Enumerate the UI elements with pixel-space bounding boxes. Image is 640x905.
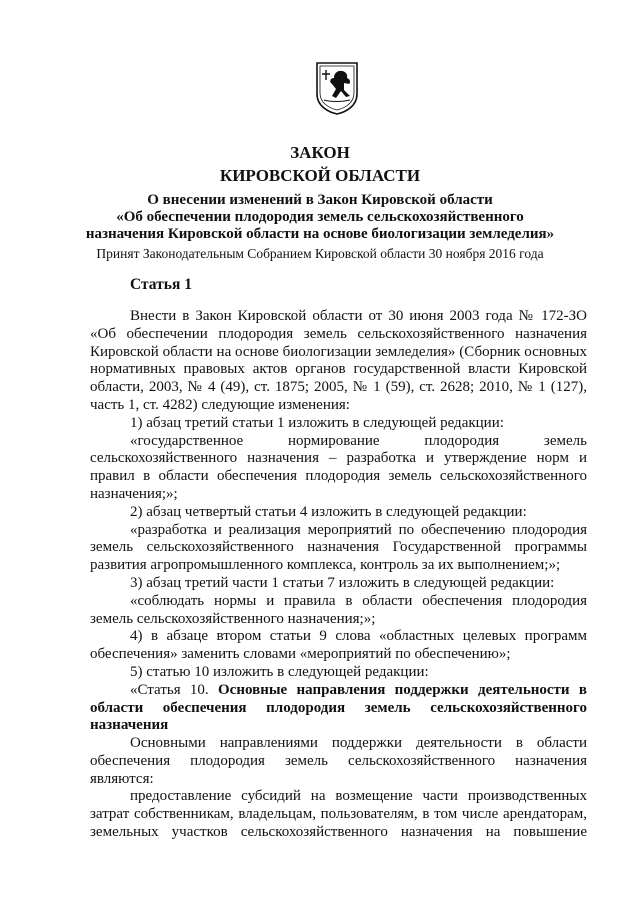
article-10-prefix: «Статья 10.	[130, 681, 218, 698]
paragraph-quote-3: «соблюдать нормы и правила в области обеспечения плодородия земель сельскохозяйственного назначения;»;	[90, 592, 587, 627]
article-10-title: Основные направления поддержки деятельности в области обеспечения плодородия земель сельскохозяйственного назначения	[90, 681, 587, 734]
coat-of-arms-emblem	[314, 60, 360, 116]
paragraph-subsidies: предоставление субсидий на возмещение части производственных затрат собственникам, владельцам, пользователям, в том числе арендаторам, земельных участков сельскохозяйственного назначения на повышение	[90, 788, 587, 840]
law-subtitle-line-1: О внесении изменений в Закон Кировской области	[147, 192, 493, 208]
article-10-heading	[90, 682, 587, 735]
paragraph-item-2: 2) абзац четвертый статьи 4 изложить в следующей редакции:	[130, 503, 527, 520]
paragraph-quote-2: «разработка и реализация мероприятий по обеспечению плодородия земель сельскохозяйственного назначения Государственной программы развития агропромышленного комплекса, контроль за их выполнением;»;	[90, 521, 587, 574]
document-body	[90, 308, 587, 735]
law-title-line-1: ЗАКОН	[290, 143, 350, 162]
paragraph-item-5: 5) статью 10 изложить в следующей редакции:	[130, 663, 429, 680]
adoption-note: Принят Законодательным Собранием Кировской области 30 ноября 2016 года	[96, 246, 544, 261]
paragraph-item-4: 4) в абзаце втором статьи 9 слова «областных целевых программ обеспечения» заменить словами «мероприятий по обеспечению»;	[90, 628, 587, 663]
paragraph-item-3: 3) абзац третий части 1 статьи 7 изложить в следующей редакции:	[130, 574, 555, 591]
law-subtitle-line-3: назначения Кировской области на основе биологизации земледелия»	[85, 226, 555, 242]
law-title-line-2: КИРОВСКОЙ ОБЛАСТИ	[219, 166, 421, 185]
paragraph-item-1: 1) абзац третий статьи 1 изложить в следующей редакции:	[130, 414, 504, 431]
document-body-continued	[90, 735, 587, 842]
paragraph-quote-1: «государственное нормирование плодородия земель сельскохозяйственного назначения – разработка и утверждение норм и правил в области обеспечения плодородия земель сельскохозяйственного назначения;»;	[90, 432, 587, 502]
paragraph-directions: Основными направлениями поддержки деятельности в области обеспечения плодородия земель сельскохозяйственного назначения являются:	[90, 735, 587, 787]
article-heading: Статья 1	[130, 276, 192, 293]
paragraph-intro: Внести в Закон Кировской области от 30 июня 2003 года № 172-ЗО «Об обеспечении плодородия земель сельскохозяйственного назначения Кировской области на основе биологизации земледелия» (Сборник основных нормативных правовых актов органов государственной власти Кировской области, 2003, № 4 (49), ст. 1875; 2005, № 1 (59), ст. 2628; 2010, № 1 (127), часть 1, ст. 4282) следующие изменения:	[90, 308, 587, 413]
law-subtitle-line-2: «Об обеспечении плодородия земель сельскохозяйственного	[116, 209, 524, 225]
